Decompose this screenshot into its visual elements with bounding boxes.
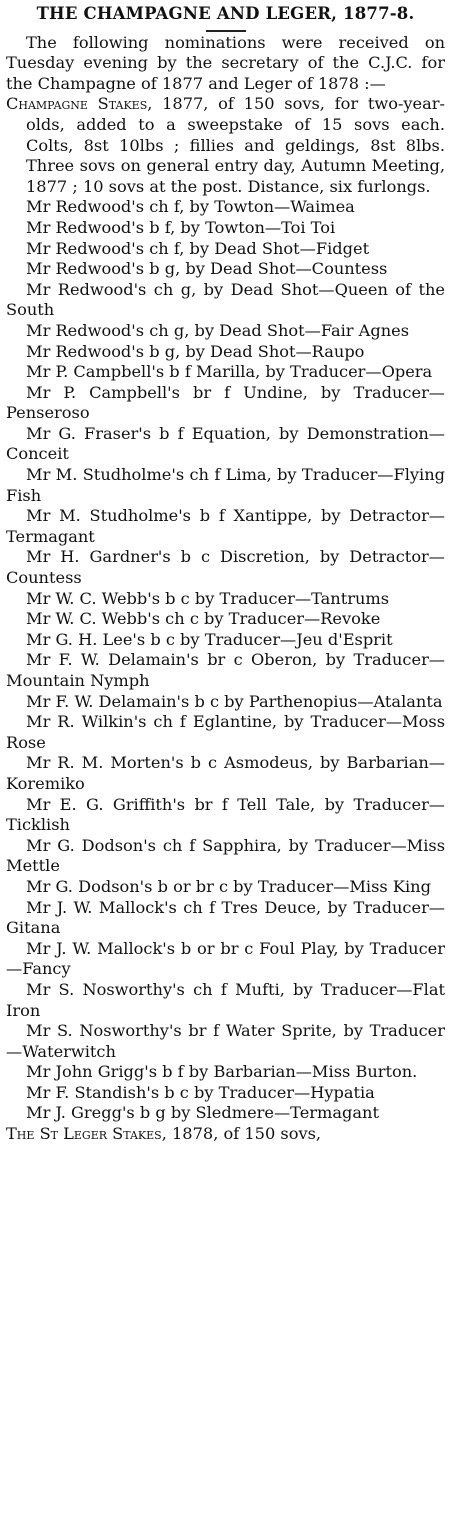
- nomination-entry: Mr P. Campbell's br f Undine, by Traducer—Penseroso: [6, 382, 445, 423]
- nomination-entry: Mr E. G. Griffith's br f Tell Tale, by Traducer—Ticklish: [6, 794, 445, 835]
- nomination-entry: Mr Redwood's ch g, by Dead Shot—Fair Agnes: [26, 320, 410, 340]
- nomination-entry: Mr J. Gregg's b g by Sledmere—Termagant: [26, 1103, 379, 1123]
- st-leger-stakes-conditions: 1878, of 150 sovs,: [166, 1124, 322, 1144]
- nomination-entry: Mr M. Studholme's b f Xantippe, by Detractor—Termagant: [6, 506, 445, 546]
- nomination-entry: Mr G. Fraser's b f Equation, by Demonstration—Conceit: [6, 423, 445, 464]
- nomination-entry: Mr M. Studholme's ch f Lima, by Traducer—Flying Fish: [6, 465, 445, 505]
- nomination-entry: Mr P. Campbell's b f Marilla, by Traducer—Opera: [26, 362, 433, 382]
- nomination-entry: Mr Redwood's b g, by Dead Shot—Countess: [26, 259, 388, 279]
- nomination-entry: Mr F. Standish's b c by Traducer—Hypatia: [26, 1082, 375, 1102]
- nomination-entry: Mr G. Dodson's ch f Sapphira, by Traducer—Miss Mettle: [6, 835, 445, 876]
- st-leger-stakes-paragraph: [6, 1124, 445, 1145]
- nomination-entry: Mr W. C. Webb's b c by Traducer—Tantrums: [26, 588, 390, 608]
- champagne-stakes-heading: Champagne Stakes,: [6, 94, 153, 114]
- nomination-entry: Mr Redwood's b g, by Dead Shot—Raupo: [26, 341, 365, 361]
- nomination-entry: Mr R. M. Morten's b c Asmodeus, by Barbarian—Koremiko: [6, 753, 445, 793]
- nomination-entry: Mr Redwood's ch g, by Dead Shot—Queen of the South: [6, 279, 445, 320]
- nomination-entry: Mr J. W. Mallock's b or br c Foul Play, by Traducer—Fancy: [6, 938, 445, 979]
- nomination-entry: Mr S. Nosworthy's ch f Mufti, by Traducer—Flat Iron: [6, 979, 445, 1020]
- nominations-list: [6, 197, 445, 1124]
- nomination-entry: Mr H. Gardner's b c Discretion, by Detractor—Countess: [6, 547, 445, 588]
- nomination-entry: Mr Redwood's ch f, by Towton—Waimea: [26, 197, 355, 217]
- champagne-stakes-conditions: 1877, of 150 sovs, for two-year-olds, added to a sweepstake of 15 sovs each. Colts, 8st 10lbs ; fillies and geldings, 8st 8lbs. Three sovs on general entry day, Autumn Meeting, 1877 ; 10 sovs at the post. Distance, six furlongs.: [26, 94, 445, 196]
- article-title: THE CHAMPAGNE AND LEGER, 1877-8.: [36, 4, 415, 23]
- nomination-entry: Mr Redwood's ch f, by Dead Shot—Fidget: [26, 238, 370, 258]
- title-divider: [206, 30, 246, 32]
- champagne-stakes-paragraph: [6, 94, 445, 197]
- nomination-entry: Mr S. Nosworthy's br f Water Sprite, by Traducer—Waterwitch: [6, 1021, 445, 1061]
- nomination-entry: Mr W. C. Webb's ch c by Traducer—Revoke: [26, 609, 381, 629]
- st-leger-stakes-heading: The St Leger Stakes,: [6, 1124, 167, 1144]
- nomination-entry: Mr R. Wilkin's ch f Eglantine, by Traducer—Moss Rose: [6, 712, 445, 752]
- nomination-entry: Mr G. H. Lee's b c by Traducer—Jeu d'Esprit: [26, 629, 393, 649]
- nomination-entry: Mr John Grigg's b f by Barbarian—Miss Burton.: [26, 1062, 418, 1082]
- nomination-entry: Mr F. W. Delamain's b c by Parthenopius—Atalanta: [26, 691, 443, 711]
- nomination-entry: Mr G. Dodson's b or br c by Traducer—Miss King: [26, 876, 431, 896]
- intro-paragraph: The following nominations were received on Tuesday evening by the secretary of the C.J.C. for the Champagne of 1877 and Leger of 1878 :—: [6, 32, 445, 93]
- nomination-entry: Mr Redwood's b f, by Towton—Toi Toi: [26, 217, 336, 237]
- nomination-entry: Mr J. W. Mallock's ch f Tres Deuce, by Traducer—Gitana: [6, 897, 445, 938]
- nomination-entry: Mr F. W. Delamain's br c Oberon, by Traducer—Mountain Nymph: [6, 650, 445, 690]
